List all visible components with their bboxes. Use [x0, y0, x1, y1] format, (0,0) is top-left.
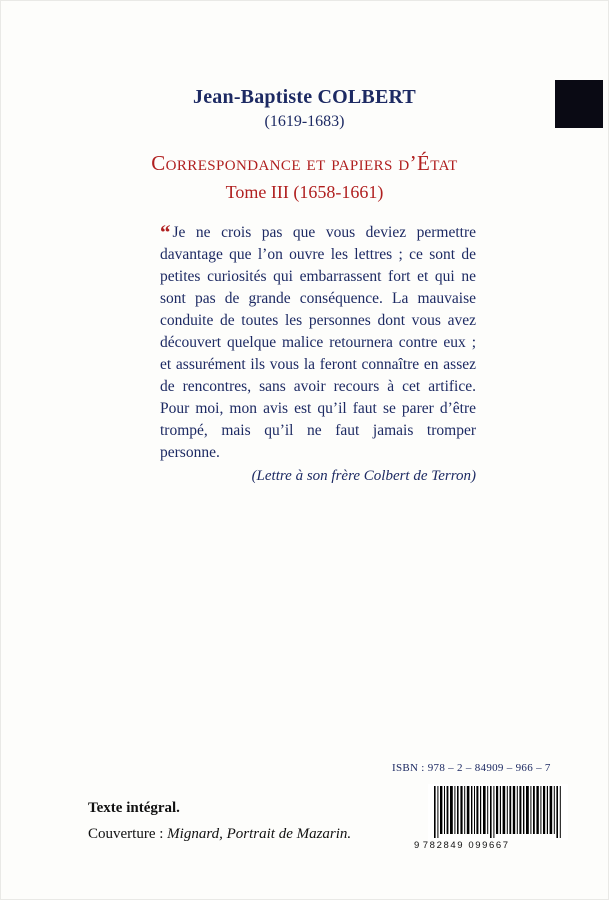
- couverture-credit: Mignard, Portrait de Mazarin.: [167, 825, 352, 842]
- title-area: [0, 86, 609, 203]
- barcode-image: [428, 784, 568, 840]
- barcode-digit-group: 782849 099667: [422, 840, 510, 851]
- barcode-digit-lead: 9: [414, 840, 420, 851]
- book-title: Correspondance et papiers d’État: [151, 151, 458, 175]
- footer-line-couverture: [88, 822, 351, 848]
- quote-source: (Lettre à son frère Colbert de Terron): [251, 468, 476, 484]
- isbn-label: ISBN : 978 – 2 – 84909 – 966 – 7: [392, 762, 551, 774]
- barcode-bars-icon: [428, 784, 568, 840]
- barcode-digits: [414, 840, 574, 851]
- author-dates: (1619-1683): [264, 113, 345, 130]
- couverture-label: Couverture :: [88, 825, 168, 842]
- book-subtitle: Tome III (1658-1661): [225, 182, 384, 202]
- footer-notes: [88, 796, 351, 847]
- quotation-block: [160, 222, 476, 487]
- author-name: Jean-Baptiste COLBERT: [193, 86, 416, 108]
- quote-mark-icon: “: [160, 220, 171, 244]
- footer-line-texte-integral: Texte intégral.: [88, 800, 180, 816]
- quote-text: Je ne crois pas que vous deviez permettre davantage que l’on ouvre les lettres ; ce sont de petites curiosités qui embarrassent fort et qui ne sont pas de grande conséquence. La mauvaise conduite de toutes les personnes dont vous avez découvert quelque malice retournera contre eux ; et assurément ils vous la feront connaître en assez de rencontres, sans avoir recours à cet artifice. Pour moi, mon avis est qu’il faut se parer d’être trompé, mais qu’il ne faut jamais tromper personne.: [160, 224, 476, 461]
